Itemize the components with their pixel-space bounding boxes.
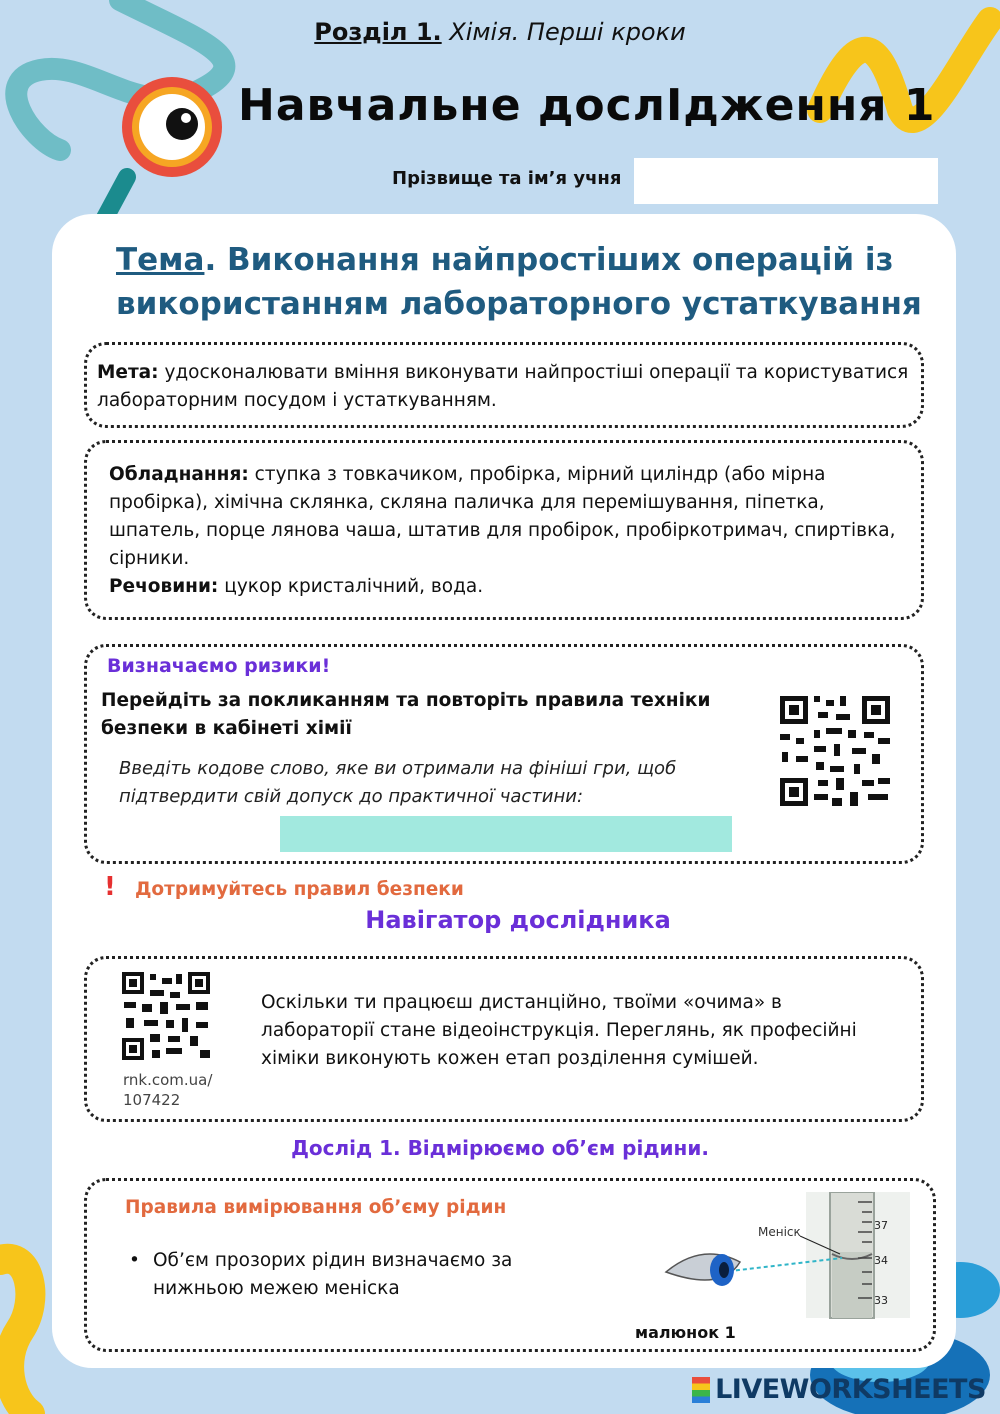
experiment-heading: Дослід 1. Відмірюємо об’єм рідини.: [291, 1136, 709, 1160]
scale-mark-3: 33: [874, 1294, 888, 1307]
goal-label: Мета:: [97, 362, 159, 383]
equipment-label: Обладнання:: [109, 464, 249, 485]
student-name-input[interactable]: [634, 158, 938, 204]
brand-text: LIVEWORKSHEETS: [715, 1374, 986, 1405]
qr-caption-line1: rnk.com.ua/: [123, 1071, 213, 1089]
rule-list-item: [129, 1247, 549, 1303]
rules-heading: Правила вимірювання об’єму рідин: [125, 1197, 507, 1218]
risks-prompt: Введіть кодове слово, яке ви отримали на фініші гри, щоб підтвердити свій допуск до практичної частини:: [119, 758, 677, 807]
substances-label: Речовини:: [109, 576, 219, 597]
qr-caption-line2: 107422: [123, 1091, 181, 1109]
equipment-box: [84, 440, 924, 620]
live-badge-icon: [692, 1377, 710, 1403]
goal-box: [84, 342, 924, 428]
scale-mark-2: 34: [874, 1254, 888, 1267]
page-title: Навчальне дослІдження 1: [238, 80, 936, 131]
section-subtitle: Хімія. Перші кроки: [449, 18, 686, 46]
navigator-text: Оскільки ти працюєш дистанційно, твоїми «очима» в лабораторії стане відеоінструкція. Переглянь, як професійні хіміки виконують кожен етап розділення сумішей.: [261, 992, 857, 1069]
meniscus-figure: [662, 1192, 914, 1320]
section-label: Розділ 1.: [314, 18, 442, 46]
topic-text: Виконання найпростіших операцій із використанням лабораторного устаткування: [116, 242, 922, 322]
exclamation-icon: !: [104, 872, 116, 902]
figure-caption: малюнок 1: [635, 1323, 736, 1342]
bullet-icon: •: [129, 1250, 140, 1271]
scale-mark-1: 37: [874, 1219, 888, 1232]
risks-instruction: Перейдіть за покликанням та повторіть правила техніки безпеки в кабінеті хімії: [101, 690, 711, 739]
goal-text: удосконалювати вміння виконувати найпростіші операції та користуватися лабораторним посудом і устаткуванням.: [97, 362, 909, 411]
section-heading: [0, 18, 1000, 46]
safety-note: [104, 872, 464, 902]
risks-heading: Визначаємо ризики!: [107, 655, 331, 677]
equipment-text: ступка з товкачиком, пробірка, мірний циліндр (або мірна пробірка), хімічна склянка, скляна паличка для перемішування, піпетка, шпатель, порце лянова чаша, штатив для пробірок, пробіркотримач, спиртівка, сірники.: [109, 464, 896, 569]
rule-text: Об’єм прозорих рідин визначаємо за нижньою межею меніска: [153, 1250, 513, 1299]
video-qr-code-icon[interactable]: [120, 970, 212, 1062]
liveworksheets-logo: [692, 1374, 986, 1405]
student-name-label: Прізвище та ім’я учня: [392, 168, 622, 189]
navigator-heading: Навігатор дослідника: [365, 906, 671, 934]
topic-label: Тема: [116, 242, 205, 278]
meniscus-label: Меніск: [758, 1225, 801, 1239]
substances-text: цукор кристалічний, вода.: [218, 576, 484, 597]
topic-heading: Тема. Виконання найпростіших операцій із використанням лабораторного устаткування: [116, 242, 922, 322]
code-word-input[interactable]: [280, 816, 732, 852]
qr-code-icon[interactable]: [774, 690, 896, 812]
safety-note-text: Дотримуйтесь правил безпеки: [134, 879, 464, 900]
